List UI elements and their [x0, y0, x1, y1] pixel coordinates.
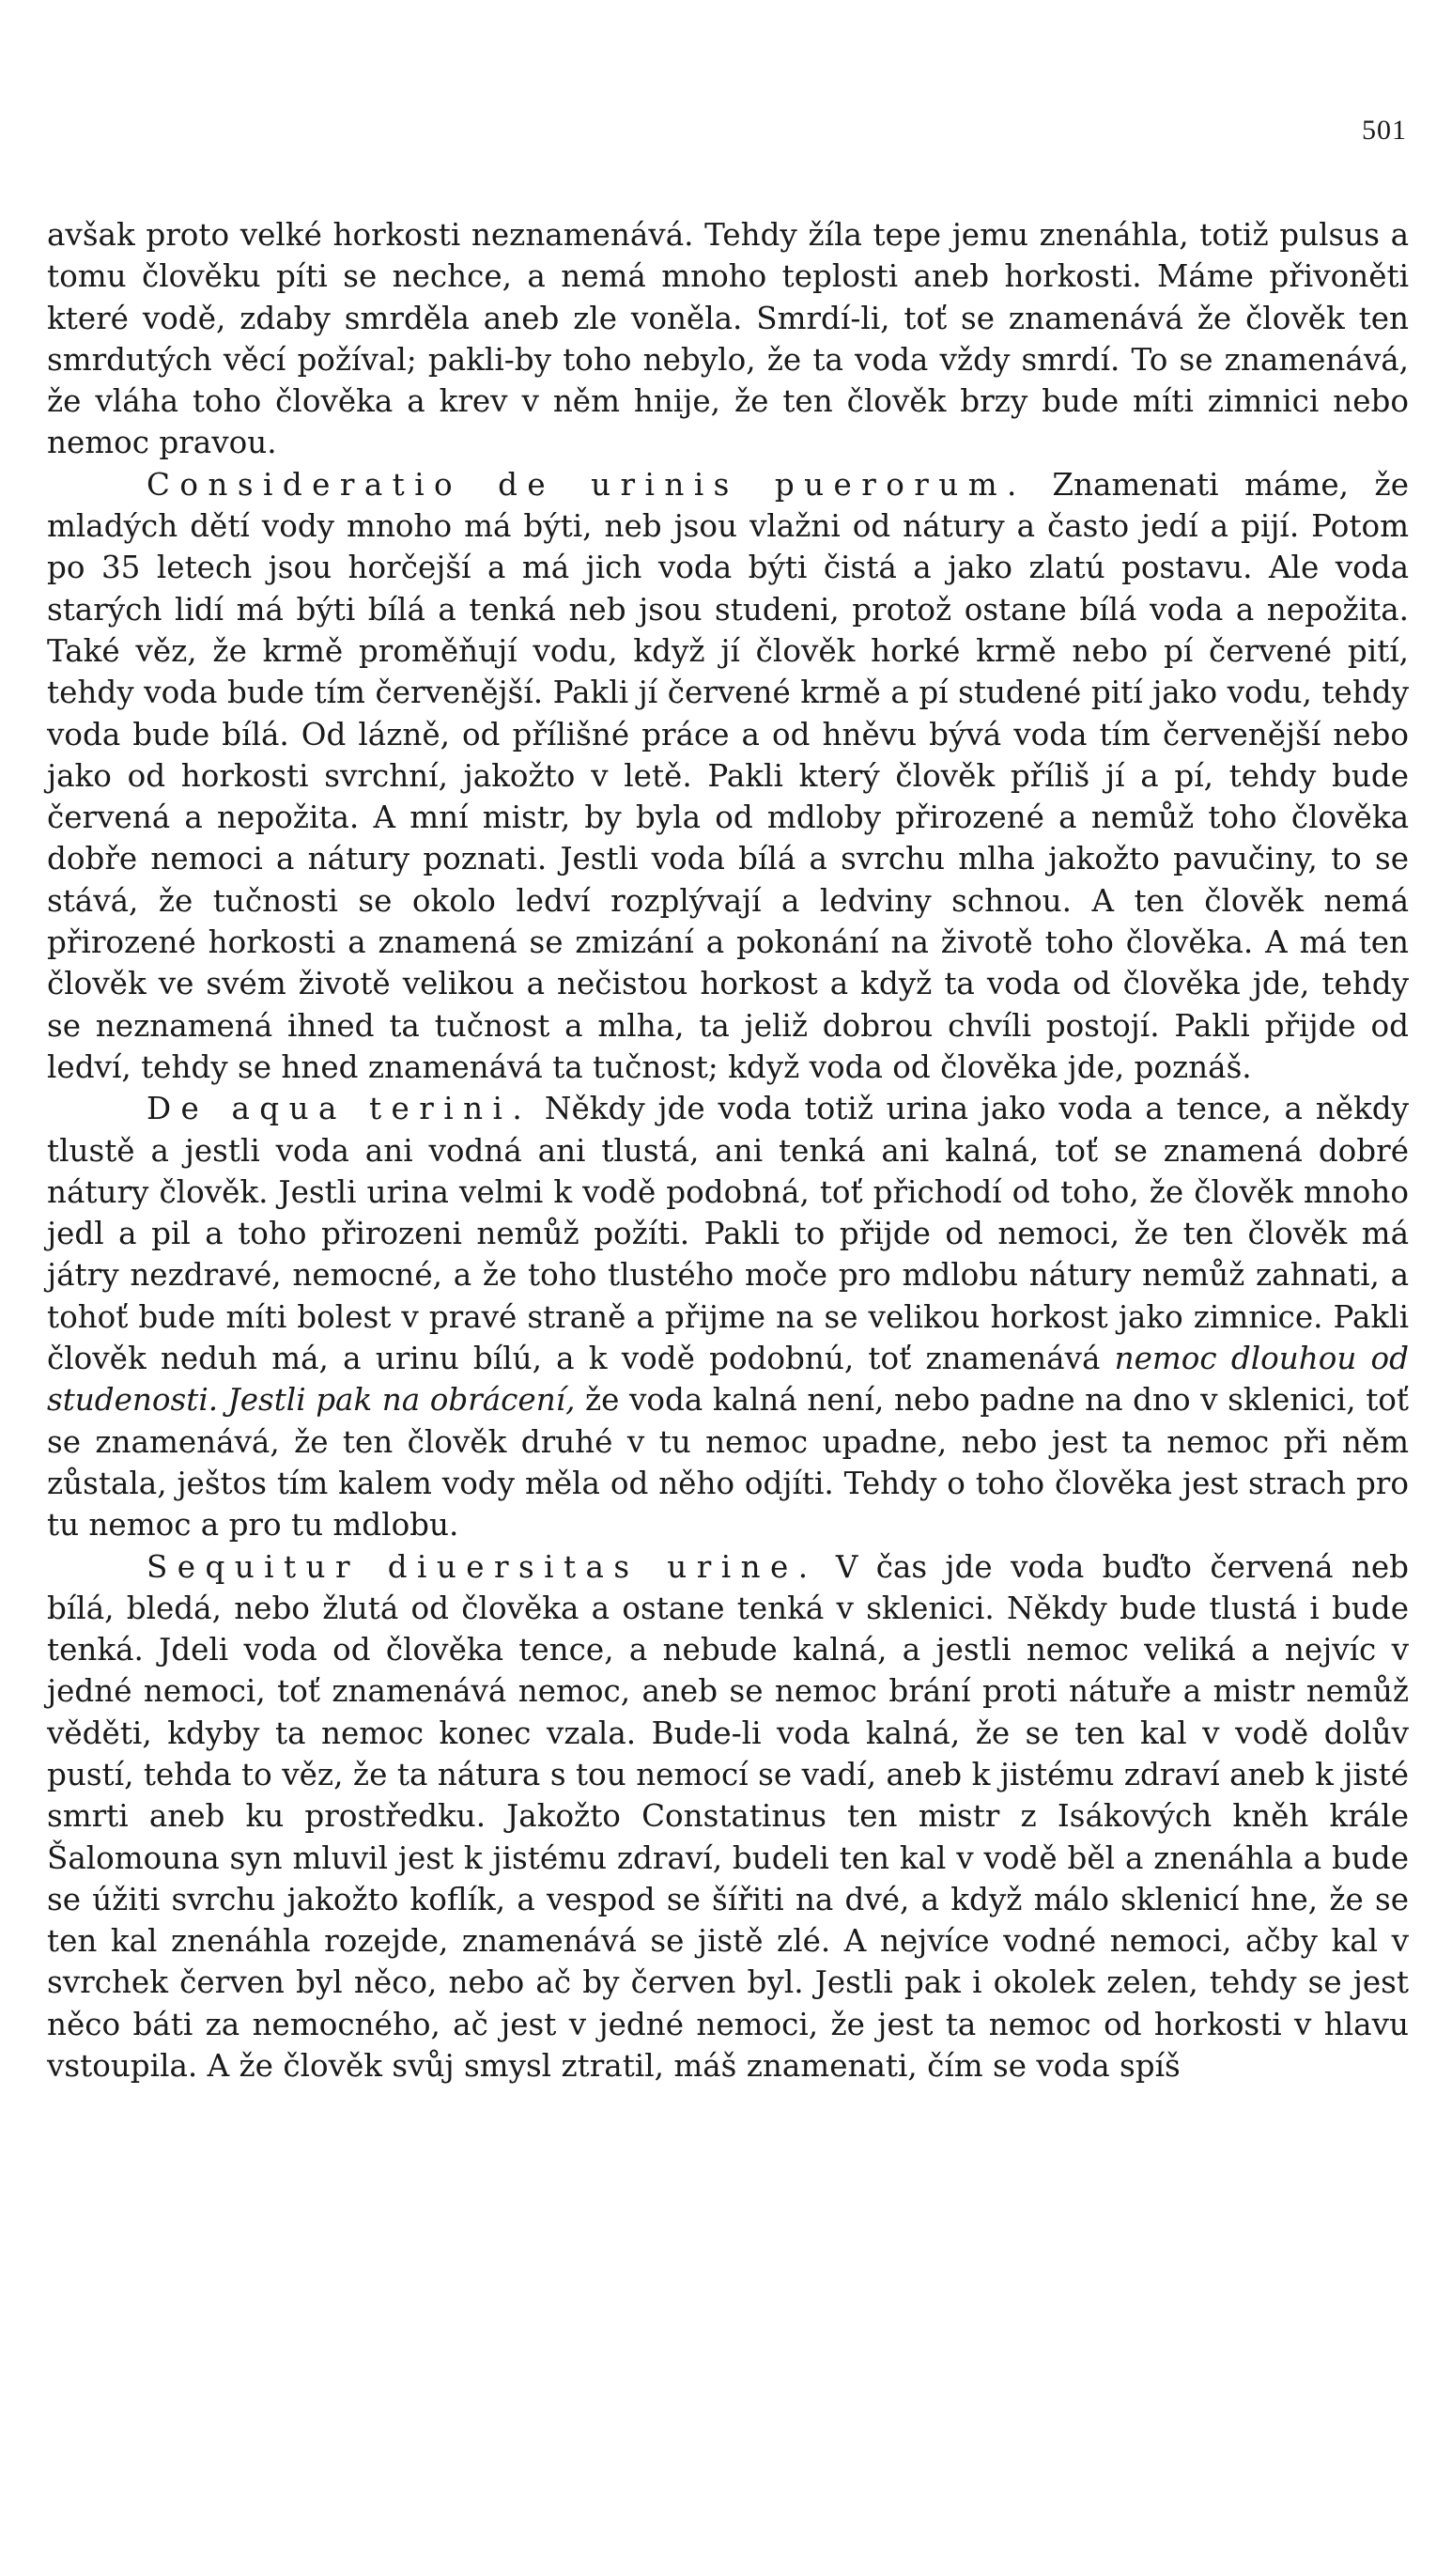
paragraph-text: Znamenati máme, že mladých dětí vody mnoho má býti, neb jsou vlažni od nátury a často jedí a pijí. Potom po 35 letech jsou horčejší a má jich voda býti čistá a jako zlatú postavu. Ale voda starých lidí má býti bílá a tenká neb jsou studeni, protož ostane bílá voda a nepožita. Také věz, že krmě proměňují vodu, když jí člověk horké krmě nebo pí červené pití, tehdy voda bude tím červenější. Pakli jí červené krmě a pí studené pití jako vodu, tehdy voda bude bílá. Od lázně, od přílišné práce a od hněvu bývá voda tím červenější nebo jako od horkosti svrchní, jakožto v letě. Pakli který člověk příliš jí a pí, tehdy bude červená a nepožita. A mní mistr, by byla od mdloby přirozené a nemůž toho člověka dobře nemoci a nátury poznati. Jestli voda bílá a svrchu mlha jakožto pavučiny, to se stává, že tučnosti se okolo ledví rozplývají a ledviny schnou. A ten člověk nemá přirozené horkosti a znamená se zmizání a pokonání na životě toho člověka. A má ten člověk ve svém životě velikou a nečistou horkost a když ta voda od člověka jde, tehdy se neznamená ihned ta tučnost a mlha, ta jeliž dobrou chvíli postojí. Pakli přijde od ledví, tehdy se hned znamenává ta tučnost; když voda od člověka jde, poznáš.: [47, 466, 1409, 1085]
latin-heading: Sequitur diuersitas urine.: [147, 1548, 818, 1585]
body-text: [47, 214, 1409, 2087]
italic-passage: nemoc dlouhou od studenosti. Jestli pak na obrácení,: [47, 1341, 1410, 1419]
paragraph: [47, 214, 1409, 464]
paragraph: [47, 464, 1409, 1088]
latin-heading: Consideratio de urinis puerorum.: [147, 466, 1027, 503]
page-number: 501: [1362, 115, 1407, 146]
paragraph-text: Někdy jde voda totiž urina jako voda a tence, a někdy tlustě a jestli voda ani vodná ani tlustá, ani tenká ani kalná, toť se znamená dobré nátury člověk. Jestli urina velmi k vodě podobná, toť přichodí od toho, že člověk mnoho jedl a pil a toho přirozeni nemůž požíti. Pakli to přijde od nemoci, že ten člověk má játry nezdravé, nemocné, a že toho tlustého moče pro mdlobu nátury nemůž zahnati, a tohoť bude míti bolest v pravé straně a přijme na se velikou horkost jako zimnice. Pakli člověk neduh má, a urinu bílú, a k vodě podobnú, toť znamenává: [47, 1091, 1409, 1377]
paragraph-text: V čas jde voda buďto červená neb bílá, bledá, nebo žlutá od člověka a ostane tenká v sklenici. Někdy bude tlustá i bude tenká. Jdeli voda od člověka tence, a nebude kalná, a jestli nemoc veliká a nejvíc v jedné nemoci, toť znamenává nemoc, aneb se nemoc brání proti nátuře a mistr nemůž věděti, kdyby ta nemoc konec vzala. Bude-li voda kalná, že se ten kal v vodě dolův pustí, tehda to věz, že ta nátura s tou nemocí se vadí, aneb k jistému zdraví aneb k jisté smrti aneb ku prostředku. Jakožto Constatinus ten mistr z Isákových kněh krále Šalomouna syn mluvil jest k jistému zdraví, budeli ten kal v vodě běl a znenáhla a bude se úžiti svrchu jakožto koflík, a vespod se šířiti na dvé, a když málo sklenicí hne, že se ten kal znenáhla rozejde, znamenává se jistě zlé. A nejvíce vodné nemoci, ačby kal v svrchek červen byl něco, nebo ač by červen byl. Jestli pak i okolek zelen, tehdy se jest něco báti za nemocného, ač jest v jedné nemoci, že jest ta nemoc od horkosti v hlavu vstoupila. A že člověk svůj smysl ztratil, máš znamenati, čím se voda spíš: [47, 1548, 1409, 2085]
paragraph: [47, 1546, 1409, 2087]
paragraph-text: avšak proto velké horkosti neznamenává. Tehdy žíla tepe jemu znenáhla, totiž pulsus a tomu člověku píti se nechce, a nemá mnoho teplosti aneb horkosti. Máme přivoněti které vodě, zdaby smrděla aneb zle voněla. Smrdí-li, toť se znamenává že člověk ten smrdutých věcí požíval; pakli-by toho nebylo, že ta voda vždy smrdí. To se znamenává, že vláha toho člověka a krev v něm hnije, že ten člověk brzy bude míti zimnici nebo nemoc pravou.: [47, 217, 1409, 461]
latin-heading: De aqua terini.: [147, 1091, 533, 1127]
paragraph-text: že voda kalná není, nebo padne na dno v sklenici, toť se znamenává, že ten člověk druhé v tu nemoc upadne, nebo jest ta nemoc při něm zůstala, ještos tím kalem vody měla od něho odjíti. Tehdy o toho člověka jest strach pro tu nemoc a pro tu mdlobu.: [47, 1382, 1410, 1544]
paragraph: [47, 1088, 1409, 1545]
